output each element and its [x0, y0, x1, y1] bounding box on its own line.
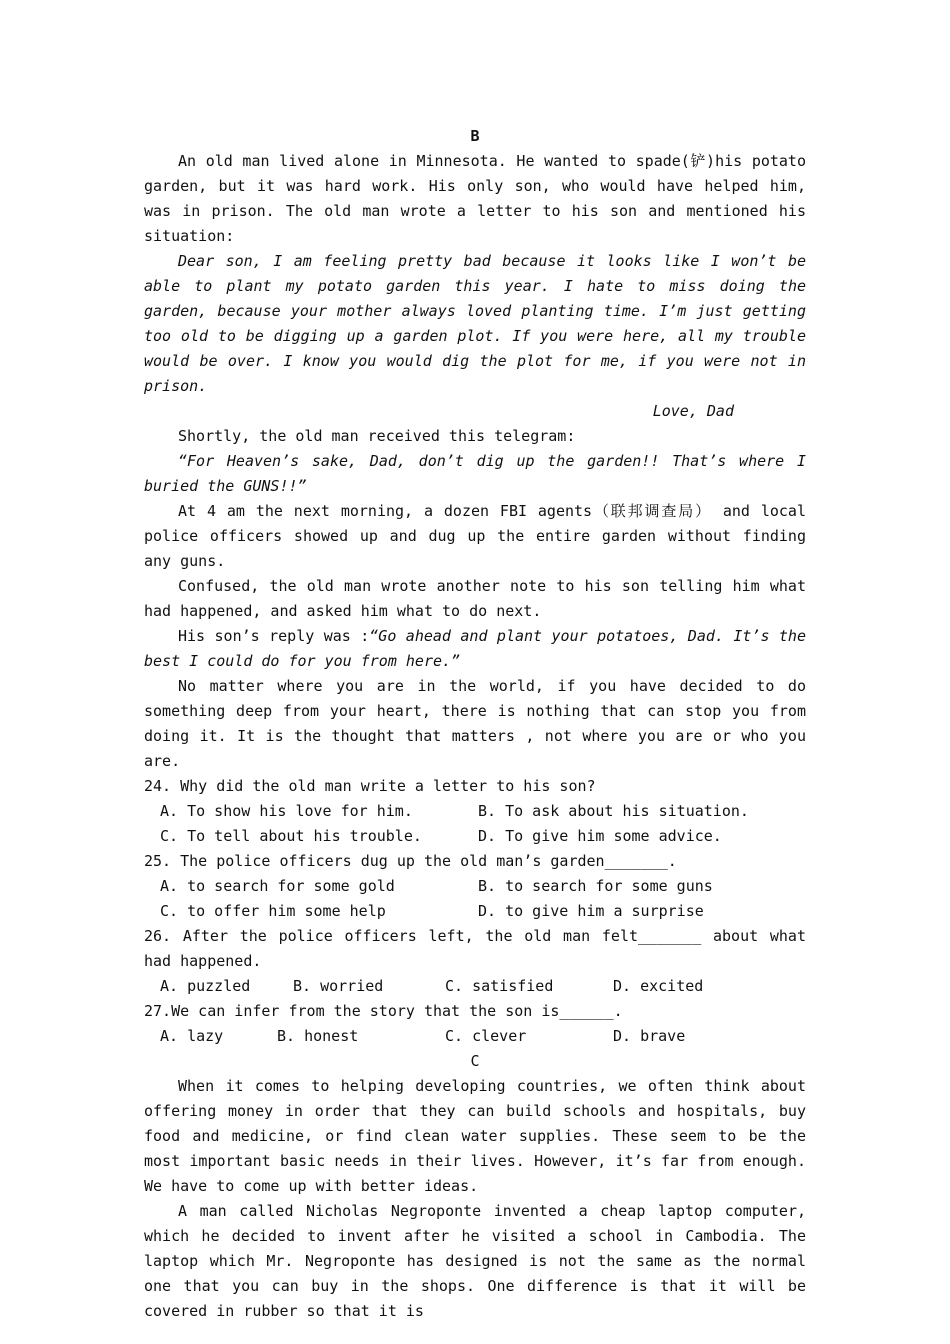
option-b[interactable]: B. To ask about his situation. — [478, 802, 749, 820]
reply-prefix: His son’s reply was : — [178, 627, 370, 645]
option-row — [144, 874, 806, 899]
section-b-paragraph-5 — [144, 624, 806, 674]
section-b-heading: B — [470, 127, 480, 145]
option-c[interactable]: C. To tell about his trouble. — [160, 827, 422, 845]
question-text: 25. The police officers dug up the old man’s garden_______. — [144, 852, 677, 870]
letter-signature: Love, Dad — [652, 402, 734, 420]
section-c-heading: C — [470, 1052, 480, 1070]
section-b-paragraph-2: Shortly, the old man received this telegram: — [178, 427, 576, 445]
option-a[interactable]: A. to search for some gold — [160, 877, 395, 895]
section-c-paragraph-1: When it comes to helping developing countries, we often think about offering money in order that they can build schools and hospitals, buy food and medicine, or find clean water supplies. These seem to be the most important basic needs in their lives. However, it’s far from enough. We have to come up with better ideas. — [144, 1077, 806, 1195]
option-a[interactable]: A. To show his love for him. — [160, 802, 413, 820]
option-row — [144, 899, 806, 924]
option-d[interactable]: D. To give him some advice. — [478, 827, 722, 845]
question-24 — [144, 774, 806, 849]
reply-quote: “Go ahead and plant your potatoes, Dad. It’s the best I could do for you from here.” — [144, 627, 806, 670]
option-a[interactable]: A. puzzled — [160, 977, 251, 995]
option-c[interactable]: C. satisfied — [445, 977, 554, 995]
question-26 — [144, 924, 806, 999]
option-c[interactable]: C. clever — [445, 1027, 527, 1045]
option-b[interactable]: B. honest — [277, 1027, 359, 1045]
question-27 — [144, 999, 806, 1049]
option-row — [144, 974, 806, 999]
question-text: 27.We can infer from the story that the son is______. — [144, 1002, 623, 1020]
option-row — [144, 1024, 806, 1049]
question-text: 24. Why did the old man write a letter to his son? — [144, 777, 596, 795]
option-row — [144, 824, 806, 849]
option-d[interactable]: D. brave — [613, 1027, 686, 1045]
option-a[interactable]: A. lazy — [160, 1027, 224, 1045]
section-c-paragraph-2: A man called Nicholas Negroponte invented a cheap laptop computer, which he decided to invent after he visited a school in Cambodia. The laptop which Mr. Negroponte has designed is not the same as the normal one that you can buy in the shops. One difference is that it will be covered in rubber so that it is — [144, 1202, 806, 1320]
option-d[interactable]: D. to give him a surprise — [478, 902, 704, 920]
telegram-text: “For Heaven’s sake, Dad, don’t dig up the garden!! That’s where I buried the GUNS!!” — [144, 452, 806, 495]
letter-text: Dear son, I am feeling pretty bad because it looks like I won’t be able to plant my potato garden this year. I hate to miss doing the garden, because your mother always loved planting time. I’m just getting too old to be digging up a garden plot. If you were here, all my trouble would be over. I know you would dig the plot for me, if you were not in prison. — [144, 252, 806, 395]
option-row — [144, 799, 806, 824]
section-b-paragraph-4: Confused, the old man wrote another note to his son telling him what had happened, and asked him what to do next. — [144, 577, 806, 620]
option-b[interactable]: B. to search for some guns — [478, 877, 713, 895]
option-d[interactable]: D. excited — [613, 977, 704, 995]
option-b[interactable]: B. worried — [293, 977, 384, 995]
section-b-paragraph-3: At 4 am the next morning, a dozen FBI agents（联邦调查局） and local police officers showed up and dug up the entire garden without finding any guns. — [144, 502, 806, 570]
question-25 — [144, 849, 806, 924]
section-b-paragraph-1: An old man lived alone in Minnesota. He wanted to spade(铲)his potato garden, but it was hard work. His only son, who would have helped him, was in prison. The old man wrote a letter to his son and mentioned his situation: — [144, 152, 806, 245]
document-page — [144, 124, 806, 1324]
question-text: 26. After the police officers left, the old man felt_______ about what had happened. — [144, 927, 806, 970]
option-c[interactable]: C. to offer him some help — [160, 902, 386, 920]
section-b-paragraph-6: No matter where you are in the world, if you have decided to do something deep from your heart, there is nothing that can stop you from doing it. It is the thought that matters , not where you are or who you are. — [144, 677, 806, 770]
